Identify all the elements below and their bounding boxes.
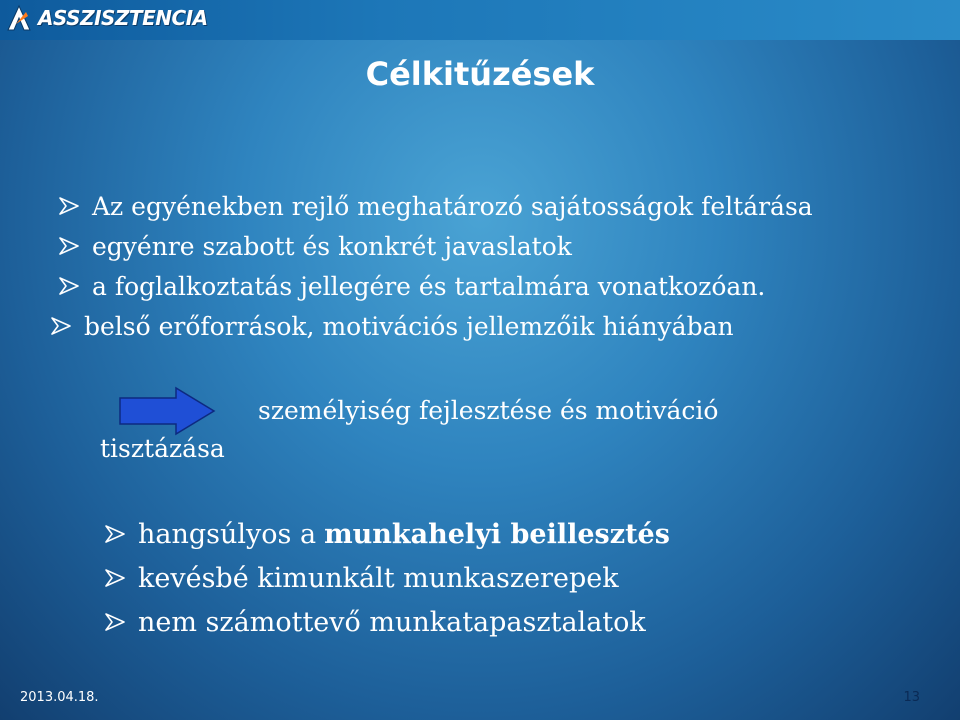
- arrowhead-bullet-icon: [104, 568, 126, 588]
- arrow-text-continuation: tisztázása: [100, 434, 225, 463]
- arrowhead-bullet-icon: [104, 524, 126, 544]
- bullet-text: hangsúlyos a: [138, 518, 317, 550]
- logo: [6, 4, 208, 32]
- logo-text: ASSZISZTENCIA: [38, 6, 208, 30]
- arrowhead-bullet-icon: [104, 612, 126, 632]
- list-item: [58, 226, 813, 266]
- slide-title: Célkitűzések: [365, 55, 595, 93]
- arrowhead-bullet-icon: [58, 196, 80, 216]
- bullet-text: egyénre szabott és konkrét javaslatok: [92, 231, 572, 261]
- bullet-text: nem számottevő munkatapasztalatok: [138, 606, 646, 638]
- list-item: [58, 186, 813, 226]
- arrowhead-bullet-icon: [58, 236, 80, 256]
- bullet-text: belső erőforrások, motivációs jellemzőik hiányában: [84, 311, 734, 341]
- list-item: [104, 556, 670, 600]
- right-arrow-icon: [118, 386, 216, 436]
- bullet-text: Az egyénekben rejlő meghatározó sajátosságok feltárása: [92, 191, 813, 221]
- bottom-bullet-list: [104, 512, 670, 644]
- bullet-text: kevésbé kimunkált munkaszerepek: [138, 562, 619, 594]
- list-item: [50, 306, 813, 346]
- footer-date: 2013.04.18.: [20, 690, 99, 705]
- arrowhead-bullet-icon: [58, 276, 80, 296]
- arrow-text: személyiség fejlesztése és motiváció: [258, 396, 719, 425]
- list-item: [104, 600, 670, 644]
- list-item: [58, 266, 813, 306]
- bullet-text: a foglalkoztatás jellegére és tartalmára vonatkozóan.: [92, 271, 766, 301]
- logo-arrow-icon: [6, 4, 32, 32]
- list-item: [104, 512, 670, 556]
- bullet-text-bold: munkahelyi beillesztés: [324, 518, 670, 550]
- page-number: 13: [903, 690, 920, 705]
- arrowhead-bullet-icon: [50, 316, 72, 336]
- top-bullet-list: [58, 186, 813, 346]
